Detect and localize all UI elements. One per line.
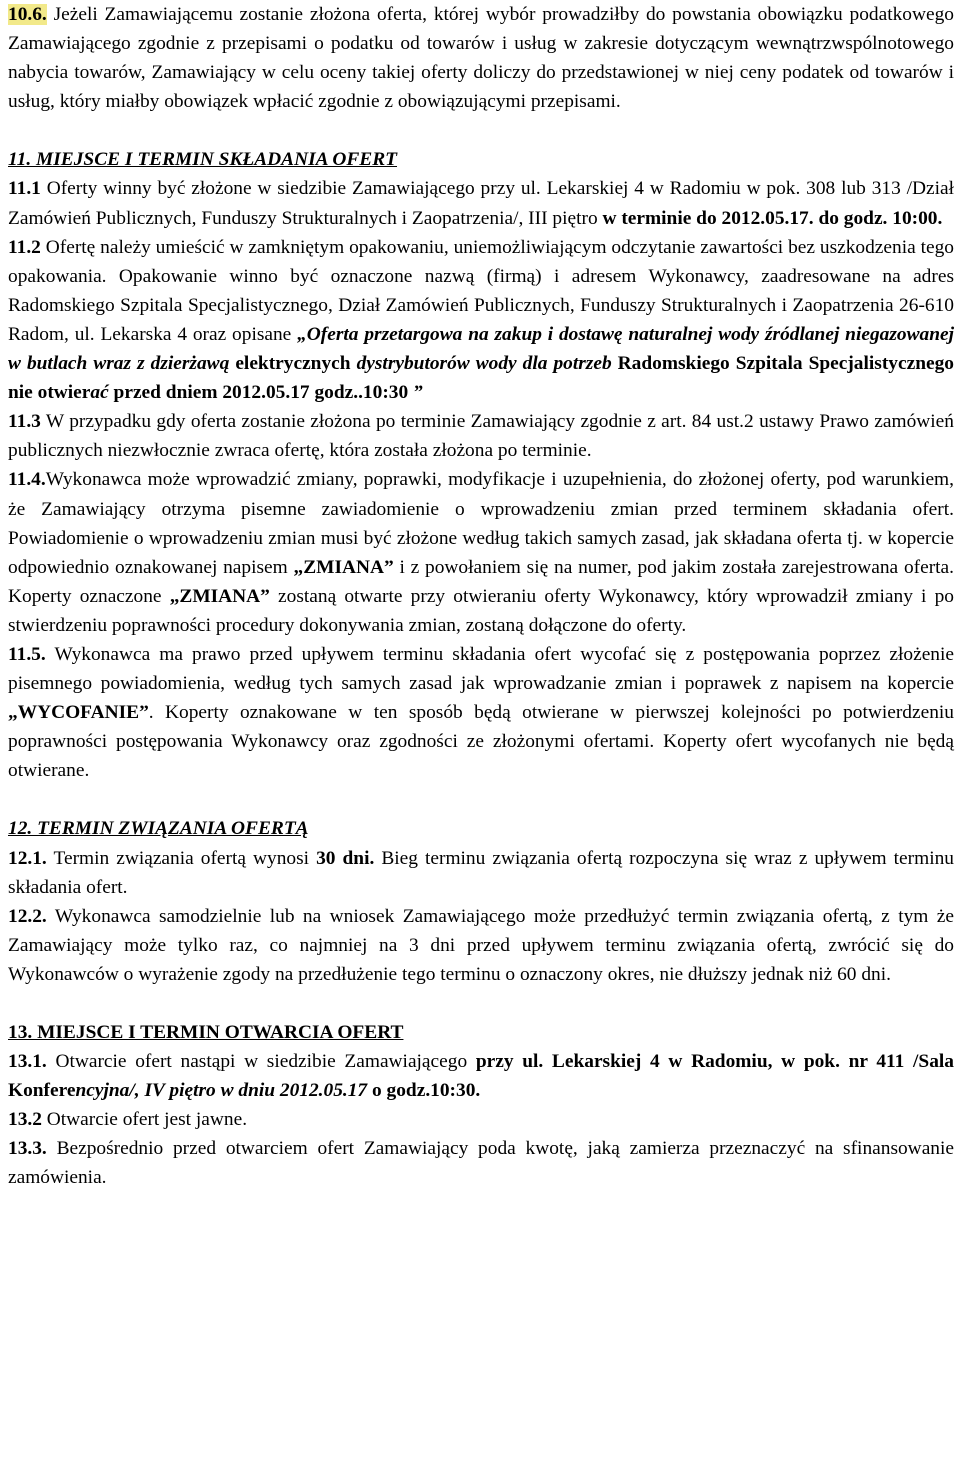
section-number: 13.2	[8, 1109, 42, 1131]
document-page	[8, 0, 954, 1193]
paragraph-12-2	[8, 902, 954, 989]
wycofanie-label: „WYCOFANIE”	[8, 702, 149, 724]
opening-location: przy ul. Lekarskiej 4 w Radomiu, w pok. nr 411 /Sala Konfere	[8, 1051, 954, 1102]
section-heading-13: 13. MIEJSCE I TERMIN OTWARCIA OFERT	[8, 1022, 404, 1043]
paragraph-text-continued: . Koperty oznakowane w ten sposób będą otwierane w pierwszej kolejności po potwierdzeniu poprawności postępowania Wykonawcy oraz zgodności ze złożonymi ofertami. Koperty ofert wycofanych nie będą otwierane.	[8, 702, 954, 782]
paragraph-text-continued: Bieg terminu związania ofertą rozpoczyna się wraz z upływem terminu składania ofert.	[8, 847, 954, 898]
paragraph-13-2	[8, 1105, 954, 1134]
opening-time: o godz.10:30.	[367, 1080, 481, 1102]
paragraph-11-1	[8, 174, 954, 232]
envelope-label-part-5: ać	[90, 382, 109, 404]
paragraph-text: Wykonawca ma prawo przed upływem terminu składania ofert wycofać się z postępowania poprzez złożenie pisemnego powiadomienia, według tych samych zasad jak wprowadzanie zmian i poprawek z napisem na kopercie	[8, 643, 954, 695]
envelope-label-part-1: „Oferta przetargowa na zakup i dostawę naturalnej wody źródlanej niegazowanej w butlach wraz z dzierżawą	[8, 323, 954, 375]
deadline-text: w terminie do 2012.05.17. do godz. 10:00.	[602, 207, 943, 229]
zmiana-label: „ZMIANA”	[169, 585, 270, 607]
paragraph-text: Termin związania ofertą wynosi	[46, 847, 317, 869]
envelope-label-part-4: Radomskiego Szpitala Specjalistycznego nie otwier	[8, 353, 954, 404]
paragraph-text-continued: ustawy Prawo zamówień publicznych niezwłocznie zwraca ofertę, która została złożona po terminie.	[8, 411, 954, 462]
paragraph-text: Oferty winny być złożone w siedzibie Zamawiającego przy ul. Lekarskiej 4 w Radomiu w pok. 308 lub 313 /Dział Zamówień Publicznych, Funduszy Strukturalnych i Zaopatrzenia/, III piętro	[8, 178, 954, 229]
envelope-label-part-7: ”	[408, 382, 423, 404]
zmiana-label: „ZMIANA”	[293, 556, 394, 578]
section-heading-11: 11. MIEJSCE I TERMIN SKŁADANIA OFERT	[8, 149, 398, 171]
spacer	[8, 785, 954, 814]
envelope-label-part-2: elektrycznych	[229, 353, 357, 375]
section-number: 12.1.	[8, 847, 47, 869]
section-number: 11.3	[8, 411, 41, 433]
section-number: 12.2.	[8, 905, 47, 927]
paragraph-text: Bezpośrednio przed otwarciem ofert Zamawiający poda kwotę, jaką zamierza przeznaczyć na sfinansowanie zamówienia.	[8, 1138, 954, 1189]
section-number: 11.4.	[8, 469, 46, 491]
paragraph-text: Otwarcie ofert jest jawne.	[41, 1109, 248, 1131]
section-number: 13.1.	[8, 1051, 47, 1073]
paragraph-13-3	[8, 1134, 954, 1192]
paragraph-text: Ofertę należy umieścić w zamkniętym opakowaniu, uniemożliwiającym odczytanie zawartości bez uszkodzenia tego opakowania. Opakowanie winno być oznaczone nazwą (firmą) i adresem Wykonawcy, zaadresowane na adres Radomskiego Szpitala Specjalistycznego, Dział Zamówień Publicznych, Funduszy Strukturalnych i Zaopatrzenia 26-610 Radom, ul. Lekarska 4 oraz opisane	[8, 236, 954, 345]
paragraph-12-1	[8, 844, 954, 902]
section-number: 13.3.	[8, 1138, 47, 1160]
spacer	[8, 116, 954, 145]
paragraph-text: Wykonawca samodzielnie lub na wniosek Zamawiającego może przedłużyć termin związania ofertą, z tym że Zamawiający może tylko raz, co najmniej na 3 dni przed upływem terminu związania ofertą, zwrócić się do Wykonawców o wyrażenie zgody na przedłużenie tego terminu o oznaczony okres, nie dłuższy jednak niż 60 dni.	[8, 905, 954, 985]
envelope-label-part-3: dystrybutorów wody dla potrzeb	[356, 353, 612, 375]
section-number: 11.1	[8, 178, 41, 200]
paragraph-text-end: zostaną otwarte przy otwieraniu oferty Wykonawcy, który wprowadził zmiany i po stwierdzeniu poprawności procedury dokonywania zmian, zostaną dołączone do oferty.	[8, 585, 954, 636]
spacer	[8, 989, 954, 1018]
paragraph-11-5	[8, 640, 954, 785]
paragraph-text-continued: i z powołaniem się na numer, pod jakim została zarejestrowana oferta. Koperty oznaczone	[8, 556, 954, 607]
paragraph-text: Wykonawca może wprowadzić zmiany, poprawki, modyfikacje i uzupełnienia, do złożonej oferty, pod warunkiem, że Zamawiający otrzyma pisemne zawiadomienie o wprowadzeniu zmian przed terminem składania ofert. Powiadomienie o wprowadzeniu zmian musi być złożone według takich samych zasad, jak składana oferta tj. w kopercie odpowiednio oznakowanej napisem	[8, 469, 954, 578]
paragraph-11-3	[8, 407, 954, 465]
envelope-label-part-6: przed dniem 2012.05.17 godz..10:30	[108, 382, 409, 404]
opening-location-continued: ncyjna/, IV piętro w dniu 2012.05.17	[75, 1080, 368, 1102]
section-number: 10.6.	[8, 4, 47, 25]
article-number: 2	[744, 411, 754, 433]
paragraph-10-6	[8, 0, 954, 116]
paragraph-text: Otwarcie ofert nastąpi w siedzibie Zamawiającego	[46, 1051, 476, 1073]
paragraph-11-2	[8, 233, 954, 408]
paragraph-13-1	[8, 1047, 954, 1105]
section-number: 11.2	[8, 236, 41, 258]
paragraph-text: Jeżeli Zamawiającemu zostanie złożona oferta, której wybór prowadziłby do powstania obowiązku podatkowego Zamawiającego zgodnie z przepisami o podatku od towarów i usług w zakresie dotyczącym wewnątrzwspólnotowego nabycia towarów, Zamawiający w celu oceny takiej oferty doliczy do przedstawionej w niej ceny podatek od towarów i usług, który miałby obowiązek wpłacić zgodnie z obowiązującymi przepisami.	[8, 4, 954, 113]
paragraph-text: W przypadku gdy oferta zostanie złożona po terminie Zamawiający zgodnie z art. 84 ust.	[40, 411, 745, 433]
paragraph-11-4	[8, 465, 954, 640]
section-number: 11.5.	[8, 643, 46, 665]
binding-period: 30 dni.	[316, 847, 375, 869]
section-heading-12: 12. TERMIN ZWIĄZANIA OFERTĄ	[8, 818, 309, 840]
